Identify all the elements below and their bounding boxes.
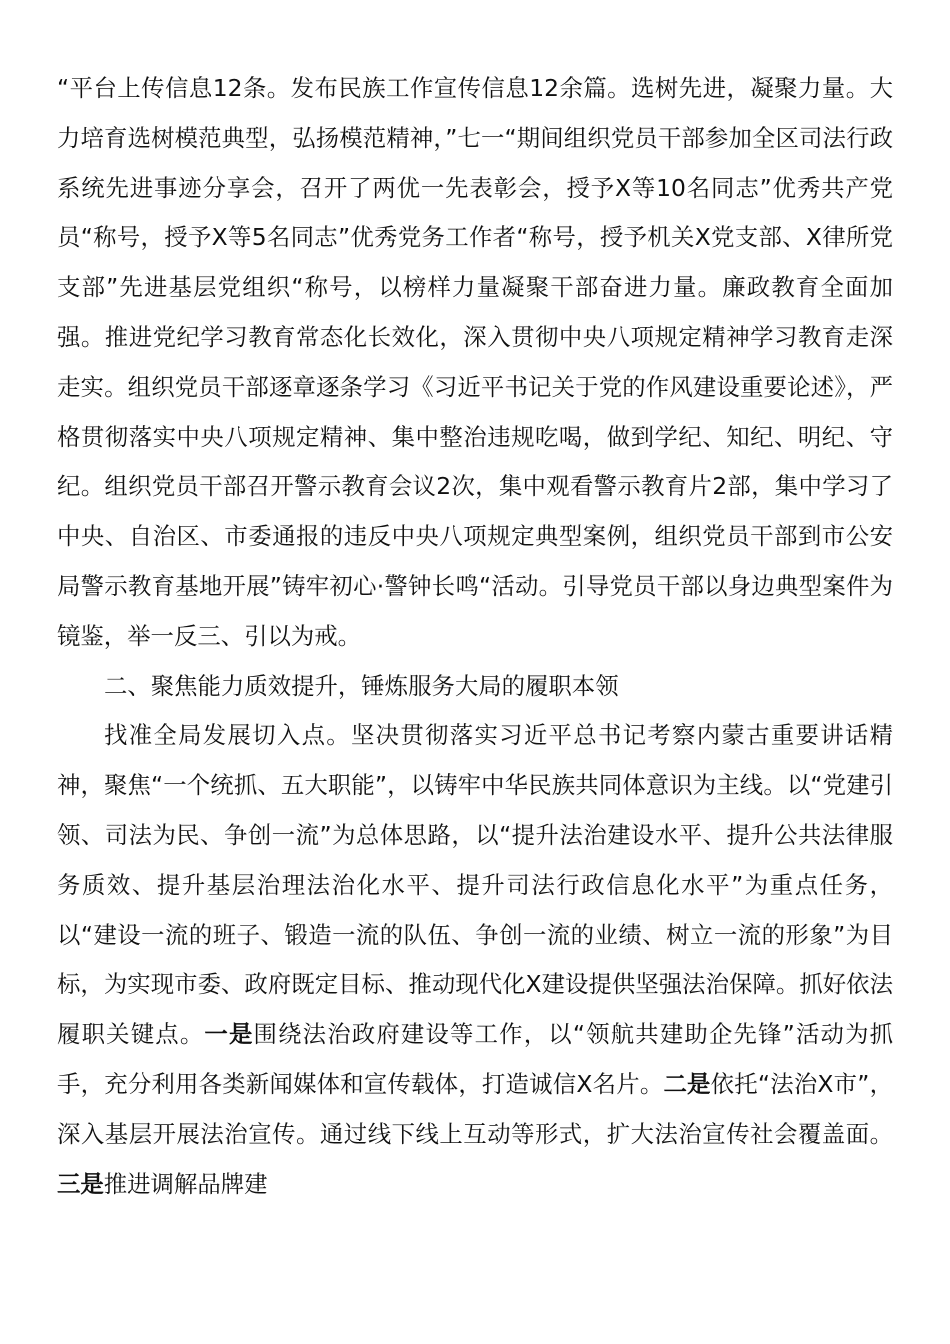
bold-label: 二是: [663, 1069, 711, 1098]
paragraph-text: 推进调解品牌建: [103, 1169, 268, 1198]
section-heading: 二、聚焦能力质效提升，锤炼服务大局的履职本领: [104, 671, 619, 700]
paragraph-text: 找准全局发展切入点。坚决贯彻落实习近平总书记考察内蒙古重要讲话精神，聚焦“一个统抓、五大职能”，以铸牢中华民族共同体意识为主线。以“党建引领、司法为民、争创一流”为总体思路，以“提升法治建设水平、提升公共法律服务质效、提升基层治理法治化水平、提升司法行政信息化水平”为重点任务，以“建设一流的班子、锻造一流的队伍、争创一流的业绩、树立一流的形象”为目标，为实现市委、政府既定目标、推动现代化X建设提供坚强法治保障。抓好依法履职关键点。: [57, 721, 893, 1049]
body-paragraph: “平台上传信息12条。发布民族工作宣传信息12余篇。选树先进，凝聚力量。大力培育选树模范典型，弘扬模范精神，”七一“期间组织党员干部参加全区司法行政系统先进事迹分享会，召开了两优一先表彰会，授予X等10名同志”优秀共产党员“称号，授予X等5名同志”优秀党务工作者“称号，授予机关X党支部、X律所党支部”先进基层党组织“称号，以榜样力量凝聚干部奋进力量。廉政教育全面加强。推进党纪学习教育常态化长效化，深入贯彻中央八项规定精神学习教育走深走实。组织党员干部逐章逐条学习《习近平书记关于党的作风建设重要论述》，严格贯彻落实中央八项规定精神、集中整治违规吃喝，做到学纪、知纪、明纪、守纪。组织党员干部召开警示教育会议2次，集中观看警示教育片2部，集中学习了中央、自治区、市委通报的违反中央八项规定典型案例，组织党员干部到市公安局警示教育基地开展”铸牢初心·警钟长鸣“活动。引导党员干部以身边典型案件为镜鉴，举一反三、引以为戒。: [57, 74, 893, 650]
paragraph-text: 依托“法治X市”，深入基层开展法治宣传。通过线下线上互动等形式，扩大法治宣传社会覆盖面。: [57, 1069, 893, 1148]
body-paragraph: [57, 711, 893, 1209]
paragraph-text: 围绕法治政府建设等工作，以“领航共建助企先锋”活动为抓手，充分利用各类新闻媒体和宣传载体，打造诚信X名片。: [57, 1020, 894, 1098]
bold-label: 一是: [204, 1020, 254, 1049]
document-page: [57, 64, 893, 1209]
bold-label: 三是: [57, 1169, 104, 1198]
